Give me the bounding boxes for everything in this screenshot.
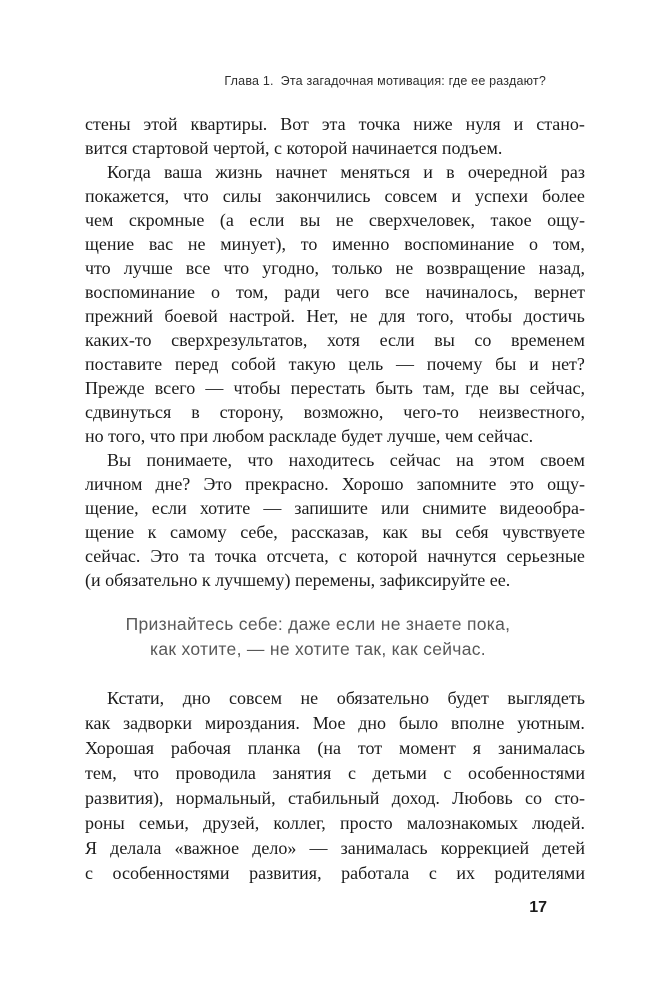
body-paragraph <box>85 448 585 592</box>
text-line: Я делала «важное дело» — занималась коррекцией детей <box>85 838 585 858</box>
text-line: щение, если хотите — запишите или снимите видеообра- <box>85 498 585 518</box>
chapter-title-label: Эта загадочная мотивация: где ее раздают? <box>280 74 546 88</box>
text-line: щение к самому себе, рассказав, как вы себя чувствуете <box>85 522 585 542</box>
running-header <box>85 73 546 89</box>
text-line: личном дне? Это прекрасно. Хорошо запомните это ощу- <box>85 474 585 494</box>
text-line: (и обязательно к лучшему) перемены, зафиксируйте ее. <box>85 570 511 590</box>
text-line: чем скромные (а если вы не сверхчеловек, такое ощу- <box>85 210 585 230</box>
body-paragraph <box>85 686 585 886</box>
text-line: щение вас не минует), то именно воспоминание о том, <box>85 234 585 254</box>
text-line: развития), нормальный, стабильный доход. Любовь со сто- <box>85 788 585 808</box>
text-line: стены этой квартиры. Вот эта точка ниже нуля и стано- <box>85 114 585 134</box>
text-line: прежний боевой настрой. Нет, не для того, чтобы достичь <box>85 306 585 326</box>
text-line: Вы понимаете, что находитесь сейчас на этом своем <box>107 450 585 470</box>
body-paragraph <box>85 112 585 160</box>
text-line: поставите перед собой такую цель — почему бы и нет? <box>85 354 585 374</box>
text-line: Кстати, дно совсем не обязательно будет выглядеть <box>107 688 585 708</box>
text-line: сдвинуться в сторону, возможно, чего-то неизвестного, <box>85 402 585 422</box>
page-body-text <box>85 112 585 886</box>
text-line: покажется, что силы закончились совсем и успехи более <box>85 186 585 206</box>
text-line: с особенностями развития, работала с их родителями <box>85 863 585 883</box>
text-line: роны семьи, друзей, коллег, просто малознакомых людей. <box>85 813 585 833</box>
text-line: Прежде всего — чтобы перестать быть там, где вы сейчас, <box>85 378 585 398</box>
quote-line: как хотите, — не хотите так, как сейчас. <box>150 639 486 659</box>
pull-quote <box>85 612 551 662</box>
chapter-number-label: Глава 1. <box>224 74 274 88</box>
text-line: но того, что при любом раскладе будет лучше, чем сейчас. <box>85 426 534 446</box>
text-line: что лучше все что угодно, только не возвращение назад, <box>85 258 585 278</box>
text-line: Хорошая рабочая планка (на тот момент я занималась <box>85 738 585 758</box>
text-line: как задворки мироздания. Мое дно было вполне уютным. <box>85 713 585 733</box>
body-paragraph <box>85 160 585 448</box>
text-line: Когда ваша жизнь начнет меняться и в очередной раз <box>107 162 585 182</box>
quote-line: Признайтесь себе: даже если не знаете пока, <box>125 614 511 634</box>
page-number: 17 <box>529 899 547 916</box>
text-line: сейчас. Это та точка отсчета, с которой начнутся серьезные <box>85 546 585 566</box>
text-line: воспоминание о том, ради чего все начиналось, вернет <box>85 282 585 302</box>
text-line: тем, что проводила занятия с детьми с особенностями <box>85 763 585 783</box>
text-line: каких-то сверхрезультатов, хотя если вы со временем <box>85 330 585 350</box>
text-line: вится стартовой чертой, с которой начинается подъем. <box>85 138 503 158</box>
